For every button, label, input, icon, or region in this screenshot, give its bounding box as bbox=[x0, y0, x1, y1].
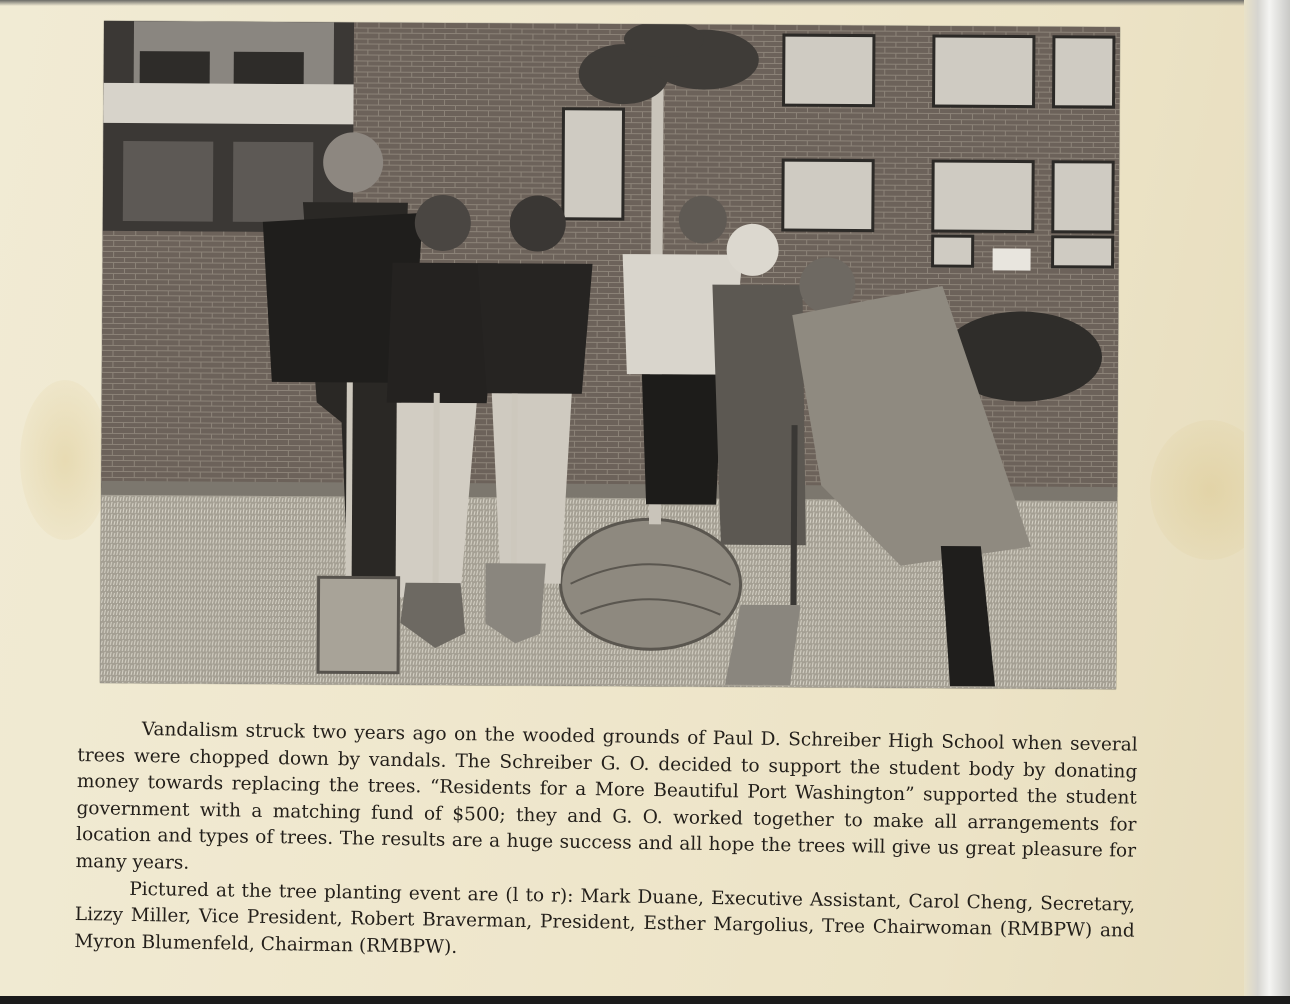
paper-stain bbox=[20, 380, 110, 540]
page-top-shadow bbox=[0, 0, 1290, 6]
tree-root-ball bbox=[560, 519, 741, 650]
entrance-canopy bbox=[103, 83, 353, 125]
page-right-edge bbox=[1244, 0, 1290, 1004]
tree-planting-photo bbox=[100, 21, 1120, 689]
caption-paragraph-story: Vandalism struck two years ago on the wooded grounds of Paul D. Schreiber High School when several trees were chopped down by vandals. The Schreiber G. O. decided to support the student body by donating money towards replacing the trees. “Residents for a More Beautiful Port Washington” supported the student government with a matching fund of $500; they and G. O. worked together to make all arrangements for location and types of trees. The results are a huge success and all hope the trees will give us great pleasure for many years. bbox=[75, 719, 1138, 874]
air-conditioner bbox=[993, 248, 1031, 270]
photo-illustration bbox=[100, 21, 1120, 689]
caption-paragraph-names: Pictured at the tree planting event are (l to r): Mark Duane, Executive Assistant, Carol Cheng, Secretary, Lizzy Miller, Vice President, Robert Braverman, President, Esther Margolius, Tree Chairwoman (RMBPW) and Myron Blumenfeld, Chairman (RMBPW). bbox=[74, 878, 1136, 958]
photo-caption bbox=[74, 716, 1138, 972]
page-bottom-edge bbox=[0, 996, 1290, 1004]
